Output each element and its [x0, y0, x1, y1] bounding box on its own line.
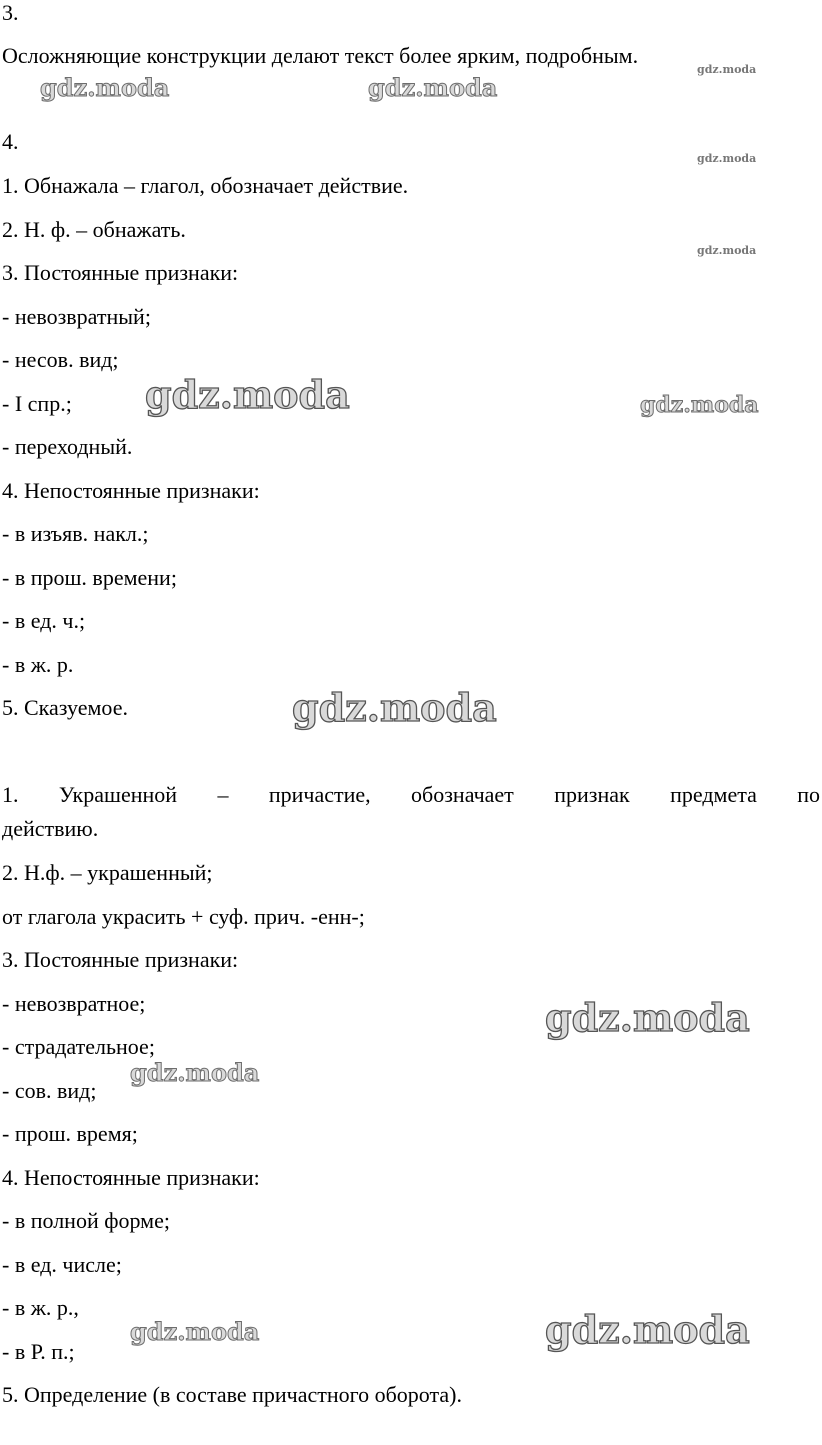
watermark: gdz.moda	[368, 73, 498, 102]
watermark: gdz.moda	[40, 73, 170, 102]
watermark: gdz.moda	[545, 1307, 750, 1352]
verb-line: - в изъяв. накл.;	[2, 521, 149, 546]
participle-line: - страдательное;	[2, 1034, 155, 1059]
participle-line: - сов. вид;	[2, 1078, 97, 1103]
participle-intro-word: обозначает	[411, 782, 514, 807]
section-4-number: 4.	[2, 129, 19, 154]
section-3-text: Осложняющие конструкции делают текст более ярким, подробным.	[2, 43, 639, 68]
section-3-number: 3.	[2, 0, 19, 25]
watermark: gdz.moda	[145, 372, 350, 417]
watermark: gdz.moda	[697, 152, 757, 165]
verb-line: 3. Постоянные признаки:	[2, 260, 239, 285]
verb-line: - в ж. р.	[2, 652, 74, 677]
participle-line: 5. Определение (в составе причастного оборота).	[2, 1382, 462, 1407]
participle-intro-word: причастие,	[268, 782, 371, 807]
participle-line: - в ед. числе;	[2, 1252, 122, 1277]
participle-intro-word: 1.	[2, 782, 19, 807]
watermark: gdz.moda	[130, 1058, 260, 1087]
participle-line: - прош. время;	[2, 1121, 138, 1146]
participle-line: - в Р. п.;	[2, 1339, 75, 1364]
participle-intro-word: признак	[554, 782, 630, 807]
verb-line: - в прош. времени;	[2, 565, 177, 590]
participle-intro-word: предмета	[670, 782, 757, 807]
watermark: gdz.moda	[545, 995, 750, 1040]
participle-intro-line	[2, 782, 820, 808]
watermark: gdz.moda	[640, 392, 759, 418]
participle-line: - в полной форме;	[2, 1208, 170, 1233]
verb-line: - несов. вид;	[2, 347, 119, 372]
watermark: gdz.moda	[697, 244, 757, 257]
watermark: gdz.moda	[292, 685, 497, 730]
participle-line: 3. Постоянные признаки:	[2, 947, 239, 972]
participle-intro-word: Украшенной	[58, 782, 178, 807]
participle-intro-word: по	[797, 782, 821, 807]
participle-line: 4. Непостоянные признаки:	[2, 1165, 260, 1190]
watermark: gdz.moda	[130, 1317, 260, 1346]
verb-line: - в ед. ч.;	[2, 608, 86, 633]
participle-intro-word: –	[217, 782, 229, 807]
verb-line: - I спр.;	[2, 391, 72, 416]
verb-line: 1. Обнажала – глагол, обозначает действие.	[2, 173, 409, 198]
participle-line: - невозвратное;	[2, 991, 146, 1016]
verb-line: 5. Сказуемое.	[2, 695, 128, 720]
participle-intro-continuation: действию.	[2, 816, 99, 841]
participle-line: 2. Н.ф. – украшенный;	[2, 860, 213, 885]
participle-line: от глагола украсить + суф. прич. -енн-;	[2, 904, 365, 929]
verb-line: 2. Н. ф. – обнажать.	[2, 217, 186, 242]
verb-line: 4. Непостоянные признаки:	[2, 478, 260, 503]
verb-line: - переходный.	[2, 434, 133, 459]
verb-line: - невозвратный;	[2, 304, 151, 329]
participle-line: - в ж. р.,	[2, 1295, 79, 1320]
watermark: gdz.moda	[697, 63, 757, 76]
